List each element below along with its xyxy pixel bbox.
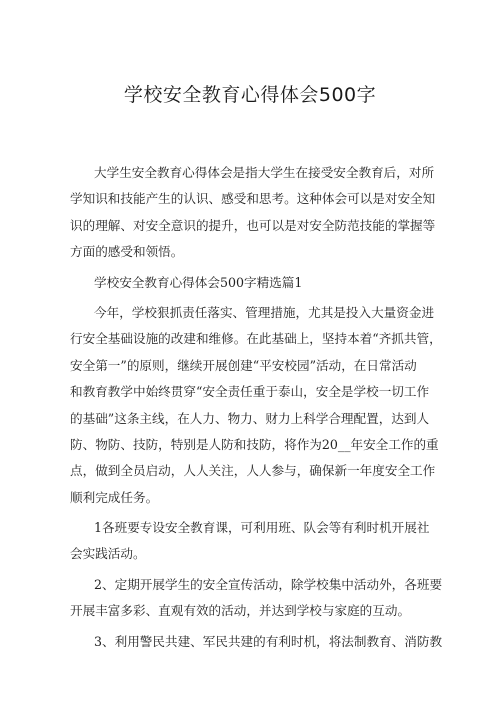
document-title: 学校安全教育心得体会500字 xyxy=(123,84,377,106)
document-body xyxy=(70,160,443,655)
text-line: 识的理解、对安全意识的提升，也可以是对安全防范技能的掌握等 xyxy=(70,217,436,233)
text-line: 今年，学校狠抓责任落实、管理措施，尤其是投入大量资金进 xyxy=(94,304,435,320)
text-line: 大学生安全教育心得体会是指大学生在接受安全教育后，对所 xyxy=(94,165,435,180)
list-item: 1各班要专设安全教育课，可利用班、队会等有利时机开展社 xyxy=(94,520,430,536)
text-line: 防、物防、技防，特别是人防和技防，将作为20__年安全工作的重 xyxy=(70,436,439,452)
text-line: 安全第一”的原则，继续开展创建“平安校园”活动，在日常活动 xyxy=(70,357,417,373)
list-item: 3、利用警民共建、军民共建的有利时机，将法制教育、消防教 xyxy=(94,633,443,649)
text-line: 开展丰富多彩、直观有效的活动，并达到学校与家庭的互动。 xyxy=(70,603,411,619)
text-line: 会实践活动。 xyxy=(70,546,146,562)
text-line: 顺利完成任务。 xyxy=(70,489,159,505)
list-item: 2、定期开展学生的安全宣传活动，除学校集中活动外，各班要 xyxy=(94,576,443,592)
text-line: 点，做到全员启动，人人关注，人人参与，确保新一年度安全工作 xyxy=(70,463,436,479)
text-line: 和教育教学中始终贯穿“安全责任重于泰山，安全是学校一切工作 xyxy=(70,384,430,400)
text-line: 学知识和技能产生的认识、感受和思考。这种体会可以是对安全知 xyxy=(70,191,436,207)
text-line: 行安全基础设施的改建和维修。在此基础上，坚持本着“齐抓共管， xyxy=(70,331,442,347)
text-line: 的基础”这条主线，在人力、物力、财力上科学合理配置，达到人 xyxy=(70,410,430,426)
text-line: 方面的感受和领悟。 xyxy=(70,244,184,260)
section-heading: 学校安全教育心得体会500字精选篇1 xyxy=(94,274,303,290)
